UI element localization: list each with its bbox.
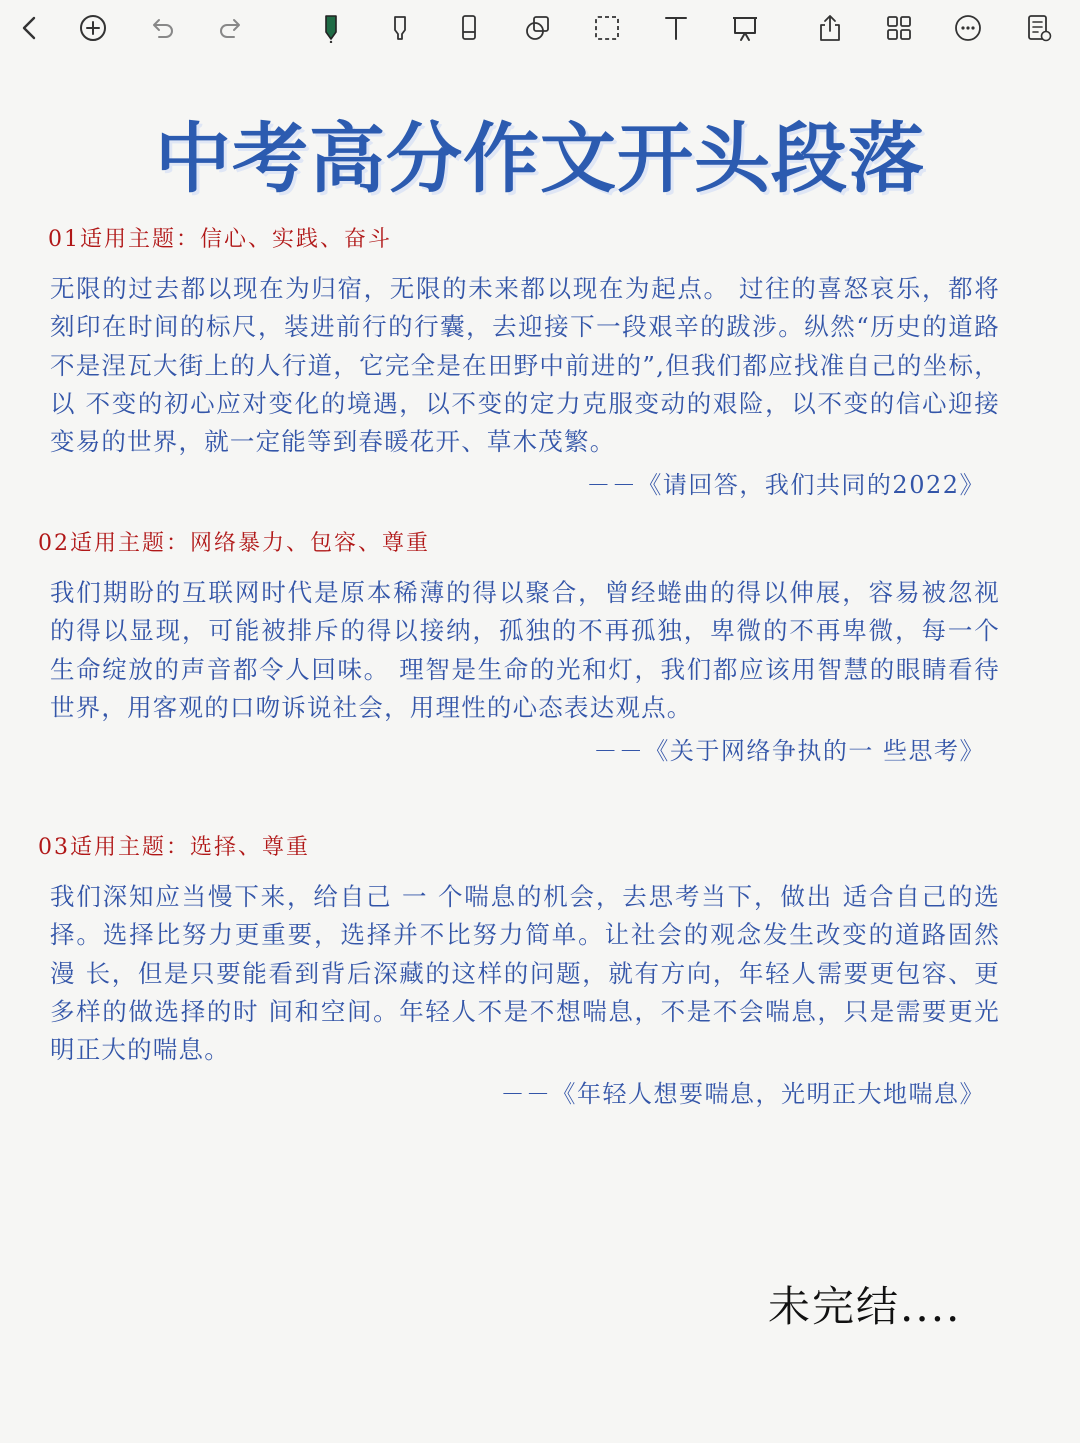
notes-settings-icon[interactable]	[1019, 8, 1059, 48]
shapes-icon[interactable]	[518, 8, 558, 48]
eraser-icon[interactable]	[449, 8, 489, 48]
presentation-icon[interactable]	[725, 8, 765, 48]
pen-tool-icon[interactable]	[311, 8, 351, 48]
section-2-paragraph: 我们期盼的互联网时代是原本稀薄的得以聚合，曾经蜷曲的得以伸展，容易被忽视的得以显现，可能被排斥的得以接纳，孤独的不再孤独，卑微的不再卑微，每一个生命绽放的声音都令人回味。 理智是生命的光和灯，我们都应该用智慧的眼睛看待世界，用客观的口吻诉说社会，用理性的心态表达观点。	[50, 578, 1000, 722]
section-1-paragraph: 无限的过去都以现在为归宿，无限的未来都以现在为起点。 过往的喜怒哀乐，都将刻印在时间的标尺，装进前行的行囊，去迎接下一段艰辛的跋涉。纵然“历史的道路不是涅瓦大街上的人行道，它完全是在田野中前进的”,但我们都应找准自己的坐标，以 不变的初心应对变化的境遇，以不变的定力克服变动的艰险，以不变的信心迎接变易的世界，就一定能等到春暖花开、草木茂繁。	[50, 274, 1000, 457]
redo-icon[interactable]	[211, 8, 251, 48]
toolbar	[0, 0, 1080, 56]
section-3-paragraph: 我们深知应当慢下来，给自己 一 个喘息的机会，去思考当下，做出 适合自己的选择。选择比努力更重要，选择并不比努力简单。让社会的观念发生改变的道路固然漫 长，但是只要能看到背后深藏的这样的问题，就有方向，年轻人需要更包容、更多样的做选择的时 间和空间。年轻人不是不想喘息，不是不会喘息，只是需要更光明正大的喘息。	[50, 882, 1000, 1065]
section-2-topic: 02适用主题：网络暴力、包容、尊重	[38, 531, 430, 556]
text-tool-icon[interactable]	[656, 8, 696, 48]
share-icon[interactable]	[810, 8, 850, 48]
add-page-icon[interactable]	[73, 8, 113, 48]
section-2-source: －－《关于网络争执的一 些思考》	[593, 737, 985, 765]
back-icon[interactable]	[10, 8, 50, 48]
section-1-source: －－《请回答，我们共同的2022》	[586, 471, 985, 499]
section-1-topic: 01适用主题：信心、实践、奋斗	[48, 227, 392, 252]
page-title: 中考高分作文开头段落	[155, 114, 925, 203]
highlighter-icon[interactable]	[380, 8, 420, 48]
more-icon[interactable]	[948, 8, 988, 48]
section-3-topic: 03适用主题：选择、尊重	[38, 835, 310, 860]
undo-icon[interactable]	[142, 8, 182, 48]
lasso-select-icon[interactable]	[587, 8, 627, 48]
pages-grid-icon[interactable]	[879, 8, 919, 48]
section-3-source: －－《年轻人想要喘息，光明正大地喘息》	[500, 1080, 985, 1108]
unfinished-note: 未完结....	[768, 1282, 962, 1331]
